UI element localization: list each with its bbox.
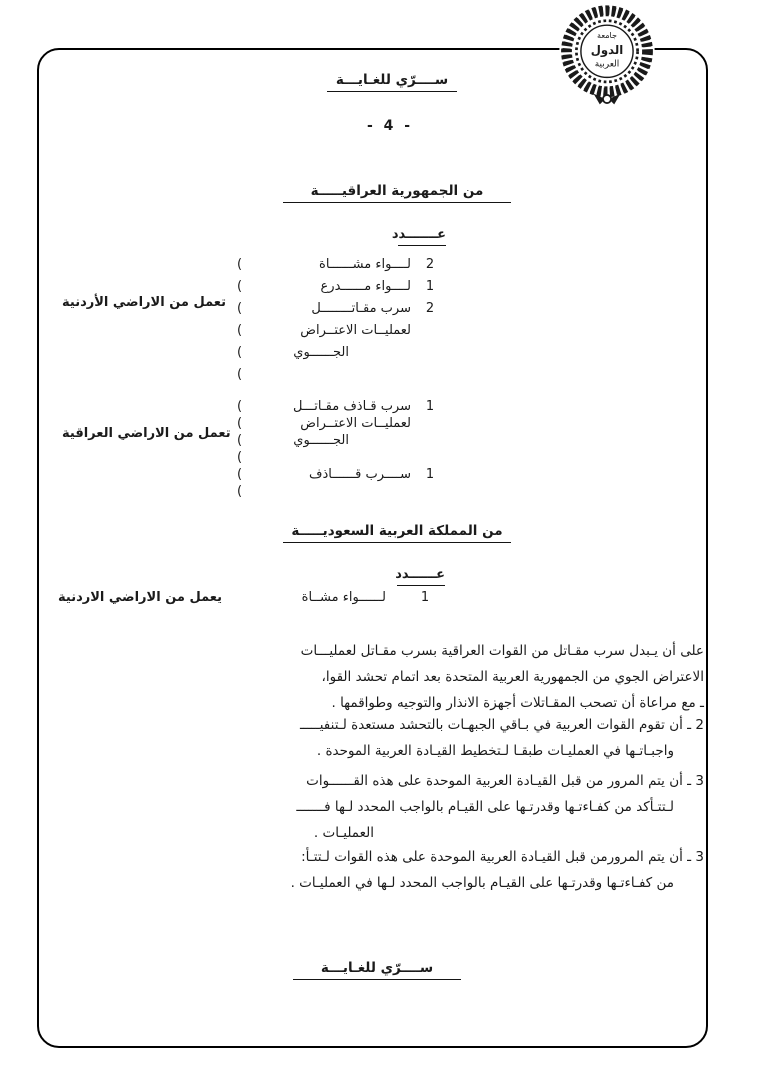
force-count: 1 <box>425 399 435 414</box>
force-text: سرب قـاذف مقـاتـــل <box>292 399 411 414</box>
force-text: الجــــــوي <box>293 344 349 360</box>
paragraph-line: 3 ـ أن يتم المرورمن قبل القيـادة العربية الموحدة على هذه القوات لـتتـأ: <box>301 849 704 865</box>
force-line <box>237 483 449 500</box>
paragraph-line: واجبـاتـها في العمليـات طبقـا لـتخطيط القيـادة العربية الموحدة . <box>316 743 674 759</box>
paragraph-line: من كفـاءتـها وقدرتـها على القيـام بالواجب المحدد لـها في العمليـات . <box>290 875 674 891</box>
force-line <box>237 363 449 385</box>
iraq-forces-group-iraq <box>237 398 449 500</box>
classification-header: ســــرّي للغـايـــة <box>327 72 457 92</box>
paragraph-line: الاعتراض الجوي من الجمهورية العربية المتحدة بعد اتمام تحشد القوا، <box>321 669 704 685</box>
force-text: لعمليــات الاعتــراض <box>300 322 411 338</box>
grouping-paren: ( <box>237 300 243 316</box>
force-count: 2 <box>425 256 435 272</box>
numbered-item-2 <box>56 712 704 764</box>
force-line <box>237 415 449 432</box>
grouping-paren: ( <box>237 416 243 431</box>
force-line <box>237 449 449 466</box>
iraq-forces-group-jordan <box>237 253 449 385</box>
force-text: الجــــــوي <box>293 433 349 448</box>
force-line <box>237 341 449 363</box>
classification-footer: ســــرّي للغـايـــة <box>293 960 461 980</box>
grouping-paren: ( <box>237 322 243 338</box>
grouping-paren: ( <box>237 450 243 465</box>
svg-text:جامعة: جامعة <box>596 29 618 40</box>
force-text: لــــواء مــــــدرع <box>320 278 411 294</box>
grouping-paren: ( <box>237 344 243 360</box>
grouping-paren: ( <box>237 256 243 272</box>
section-title-saudi: من المملكة العربية السعوديـــــة <box>283 523 511 543</box>
force-line <box>237 253 449 275</box>
grouping-paren: ( <box>237 467 243 482</box>
side-label-iraqi-territory: تعمل من الاراضي العراقية <box>62 426 231 441</box>
force-count: 1 <box>425 278 435 294</box>
count-column-header: عـــــــدد <box>398 227 446 246</box>
force-line <box>237 466 449 483</box>
numbered-item-3-repeat <box>56 844 704 896</box>
arab-league-seal-icon <box>552 0 662 108</box>
grouping-paren: ( <box>237 433 243 448</box>
force-text: لــــواء مشــــــاة <box>319 256 411 272</box>
force-text: لعمليــات الاعتــراض <box>300 416 411 431</box>
grouping-paren: ( <box>237 399 243 414</box>
force-text: سرب مقـاتــــــــل <box>311 300 411 316</box>
paragraph-line: 2 ـ أن تقوم القوات العربية في بـاقي الجبهـات بالتحشد مستعدة لـتنفيـــــ <box>299 717 704 733</box>
force-count: 1 <box>420 590 430 605</box>
count-column-header: عــــــدد <box>397 567 445 586</box>
paragraph-line: 3 ـ أن يتم المرور من قبل القيـادة العربية الموحدة على هذه القــــــوات <box>306 773 704 789</box>
force-count: 2 <box>425 300 435 316</box>
force-count: 1 <box>425 467 435 482</box>
force-line <box>237 297 449 319</box>
saudi-force-row <box>58 590 450 605</box>
intro-paragraph <box>56 638 704 716</box>
paragraph-line: ـ مع مراعاة أن تصحب المقـاتلات أجهزة الانذار والتوجيه وطواقمها . <box>331 695 704 711</box>
force-line <box>237 319 449 341</box>
grouping-paren: ( <box>237 484 243 499</box>
force-line <box>237 398 449 415</box>
side-label-jordanian-territory: يعمل من الاراضي الاردنية <box>58 590 223 605</box>
force-line <box>237 275 449 297</box>
force-line <box>237 432 449 449</box>
grouping-paren: ( <box>237 366 243 382</box>
numbered-item-3 <box>56 768 704 846</box>
section-title-iraq: من الجمهورية العراقيـــــة <box>283 183 511 203</box>
grouping-paren: ( <box>237 278 243 294</box>
paragraph-line: العمليـات . <box>313 825 374 841</box>
svg-text:العربية: العربية <box>594 59 620 70</box>
force-text: لــــــواء مشــاة <box>301 590 386 605</box>
paragraph-line: لـتتـأكد من كفـاءتـها وقدرتـها على القيـام بالواجب المحدد لـها فـــــــ <box>296 799 674 815</box>
force-text: ســــرب قــــــاذف <box>309 467 411 482</box>
paragraph-line: على أن يـبدل سرب مقـاتل من القوات العراقية بسرب مقـاتل لعمليـــات <box>300 643 704 659</box>
svg-text:الدول: الدول <box>590 43 624 58</box>
page-number: - 4 - <box>366 118 414 134</box>
side-label-jordanian-territory: تعمل من الاراضي الأردنية <box>62 295 227 310</box>
